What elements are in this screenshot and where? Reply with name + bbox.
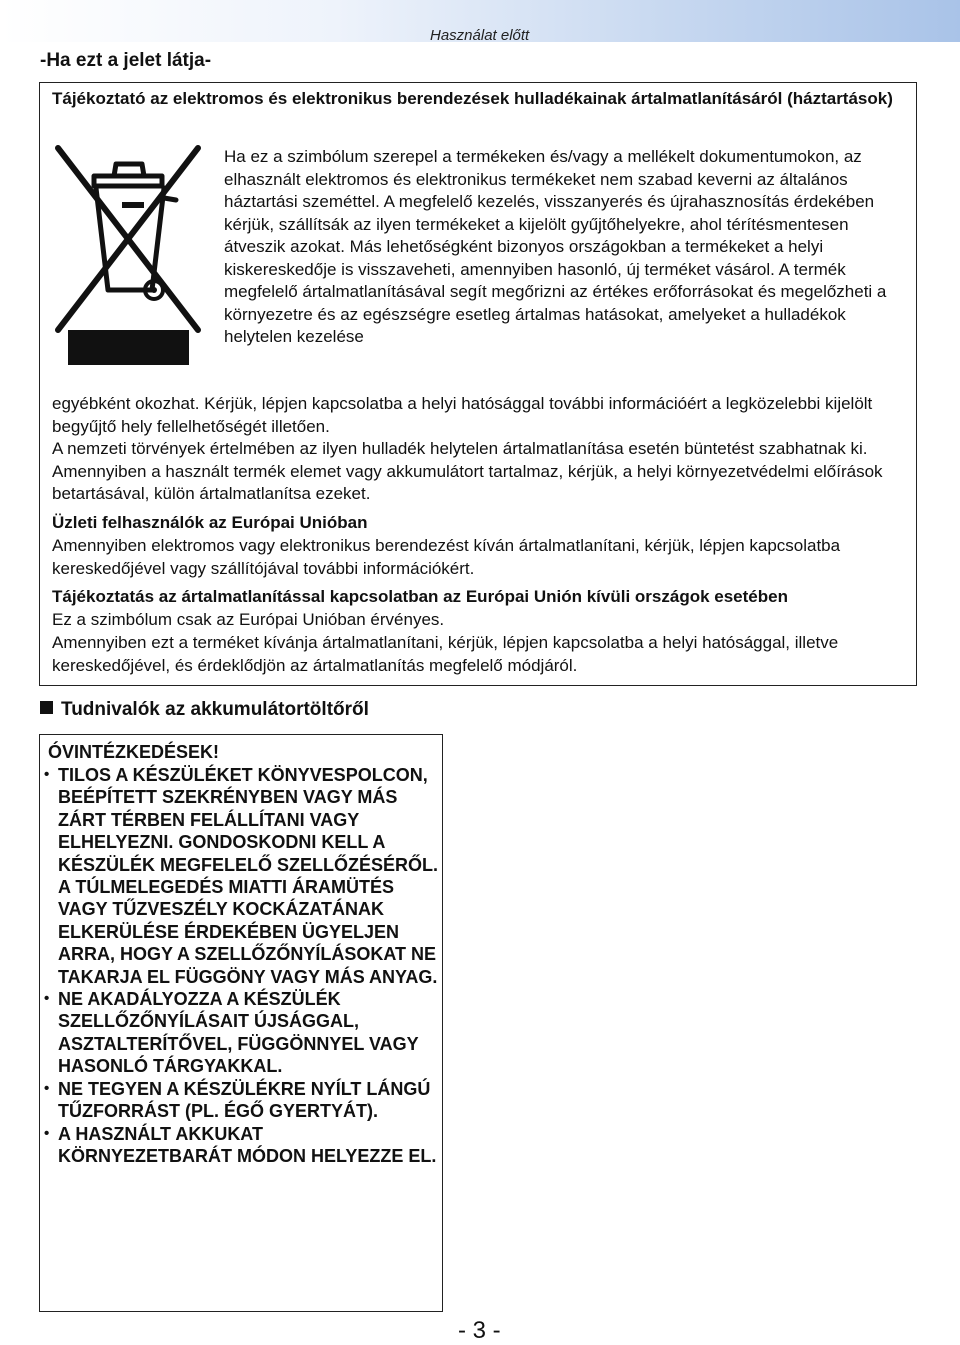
weee-title: Tájékoztató az elektromos és elektronikus berendezések hulladékainak ártalmatlanításáról (háztartások) xyxy=(52,89,893,108)
crossed-out-wheelie-bin-icon xyxy=(50,140,202,336)
section-label: Használat előtt xyxy=(430,27,530,44)
battery-charger-heading xyxy=(40,699,369,721)
caution-item: • NE TEGYEN A KÉSZÜLÉKRE NYÍLT LÁNGÚ TŰZFORRÁST (PL. ÉGŐ GYERTYÁT). xyxy=(44,1078,440,1123)
business-users-text: Amennyiben elektromos vagy elektronikus berendezést kíván ártalmatlanítani, kérjük, lépjen kapcsolatba kereskedőjével vagy szállítójával további információkért. xyxy=(52,536,841,578)
outside-eu-text-2: Amennyiben ezt a terméket kívánja ártalmatlanítani, kérjük, lépjen kapcsolatba a helyi hatósággal, illetve kereskedőjével, és érdeklődjön az ártalmatlanítás megfelelő módjáról. xyxy=(52,633,839,675)
caution-title: ÓVINTÉZKEDÉSEK! xyxy=(48,742,220,762)
caution-item: • A HASZNÁLT AKKUKAT KÖRNYEZETBARÁT MÓDON HELYEZZE EL. xyxy=(44,1123,440,1168)
outside-eu-text-1: Ez a szimbólum csak az Európai Unióban érvényes. xyxy=(52,610,445,629)
outside-eu-title: Tájékoztatás az ártalmatlanítással kapcsolatban az Európai Unión kívüli országok esetében xyxy=(52,587,788,606)
battery-charger-heading-text: Tudnivalók az akkumulátortöltőről xyxy=(61,699,369,720)
separate-collection-bar xyxy=(68,330,189,365)
weee-intro-text: Ha ez a szimbólum szerepel a termékeken és/vagy a mellékelt dokumentumokon, az elhasznált elektromos és elektronikus termékeket nem szabad keverni az általános háztartási szeméttel. A megfelelő kezelés, visszanyerés és újrahasznosítás érdekében kérjük, szállítsák az ilyen termékeket a kijelölt gyűjtőhelyekre, ahol térítésmentesen átveszik azokat. Más lehetőségként bizonyos országokban a termékeket a helyi kiskereskedője is visszaveheti, amennyiben hasonló, új terméket vásárol. A termék megfelelő ártalmatlanításával segít megőrizni az értékes erőforrásokat és megelőzheti a környezetre és az egészségre esetleg ártalmas hatásokat, amelyeket a hulladékok helytelen kezelése xyxy=(224,147,887,346)
business-users-title: Üzleti felhasználók az Európai Unióban xyxy=(52,513,368,532)
caution-list xyxy=(44,764,440,1167)
caution-item: • NE AKADÁLYOZZA A KÉSZÜLÉK SZELLŐZŐNYÍLÁSAIT ÚJSÁGGAL, ASZTALTERÍTŐVEL, FÜGGÖNNYEL VAGY HASONLÓ TÁRGYAKKAL. xyxy=(44,988,440,1078)
page-heading: -Ha ezt a jelet látja- xyxy=(40,50,212,71)
square-bullet-icon xyxy=(40,701,53,714)
caution-item: • TILOS A KÉSZÜLÉKET KÖNYVESPOLCON, BEÉPÍTETT SZEKRÉNYBEN VAGY MÁS ZÁRT TÉRBEN FELÁLLÍTANI VAGY ELHELYEZNI. GONDOSKODNI KELL A KÉSZÜLÉK MEGFELELŐ SZELLŐZÉSÉRŐL. A TÚLMELEGEDÉS MIATTI ÁRAMÜTÉS VAGY TŰZVESZÉLY KOCKÁZATÁNAK ELKERÜLÉSE ÉRDEKÉBEN ÜGYELJEN ARRA, HOGY A SZELLŐZŐNYÍLÁSOKAT NE TAKARJA EL FÜGGÖNY VAGY MÁS ANYAG. xyxy=(44,764,440,988)
page-number: - 3 - xyxy=(458,1317,501,1344)
weee-national-law-text: A nemzeti törvények értelmében az ilyen hulladék helytelen ártalmatlanítása esetén büntetést szabhatnak ki. Amennyiben a használt termék elemet vagy akkumulátort tartalmaz, kérjük, a helyi környezetvédelmi előírások betartásával, külön ártalmatlanítsa ezeket. xyxy=(52,439,883,503)
weee-continuation-text: egyébként okozhat. Kérjük, lépjen kapcsolatba a helyi hatósággal további információért a legközelebbi kijelölt begyűjtő hely fellelhetőségét illetően. xyxy=(52,394,873,436)
